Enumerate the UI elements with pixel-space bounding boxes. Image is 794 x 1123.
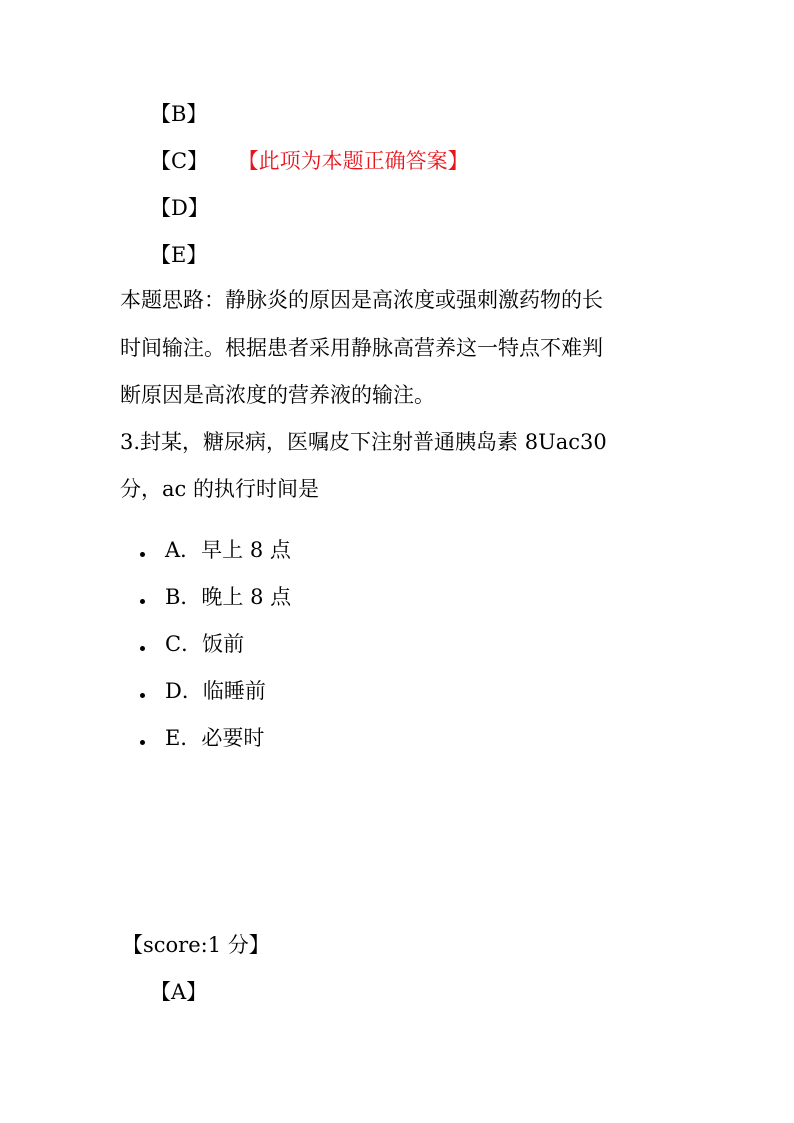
correct-answer-note: 【此项为本题正确答案】 — [248, 149, 469, 173]
choice-b — [140, 582, 291, 629]
choice-e — [140, 723, 291, 770]
choice-e-text: E．必要时 — [165, 726, 265, 750]
question-text-line-1: 3.封某，糖尿病，医嘱皮下注射普通胰岛素 8Uac30 — [120, 430, 607, 454]
answer-option-a-label: 【A】 — [150, 980, 208, 1004]
option-d — [150, 193, 209, 223]
bullet-icon — [140, 740, 145, 745]
score-label: 【score:1 分】 — [122, 933, 270, 957]
bullet-icon — [140, 646, 145, 651]
bullet-icon — [140, 599, 145, 604]
choice-c-text: C．饭前 — [165, 632, 245, 656]
choice-a-text: A．早上 8 点 — [165, 538, 291, 562]
choice-c — [140, 629, 291, 676]
choice-a — [140, 535, 291, 582]
option-b — [150, 99, 207, 129]
choice-d-text: D．临睡前 — [165, 679, 266, 703]
option-e — [150, 240, 207, 270]
question-text-line-2: 分，ac 的执行时间是 — [120, 477, 319, 501]
choice-d — [140, 676, 291, 723]
option-c-label: 【C】 — [150, 149, 209, 173]
answer-option-a — [150, 977, 207, 1007]
choice-b-text: B．晚上 8 点 — [165, 585, 292, 609]
option-d-label: 【D】 — [150, 196, 209, 220]
explanation-line-2: 时间输注。根据患者采用静脉高营养这一特点不难判 — [120, 336, 603, 360]
bullet-icon — [140, 693, 145, 698]
option-b-label: 【B】 — [150, 102, 208, 126]
option-c — [150, 146, 469, 176]
bullet-icon — [140, 552, 145, 557]
explanation-line-3: 断原因是高浓度的营养液的输注。 — [120, 383, 435, 407]
question-choices — [140, 535, 291, 770]
explanation-line-1: 本题思路：静脉炎的原因是高浓度或强刺激药物的长 — [120, 288, 603, 312]
option-e-label: 【E】 — [150, 243, 208, 267]
